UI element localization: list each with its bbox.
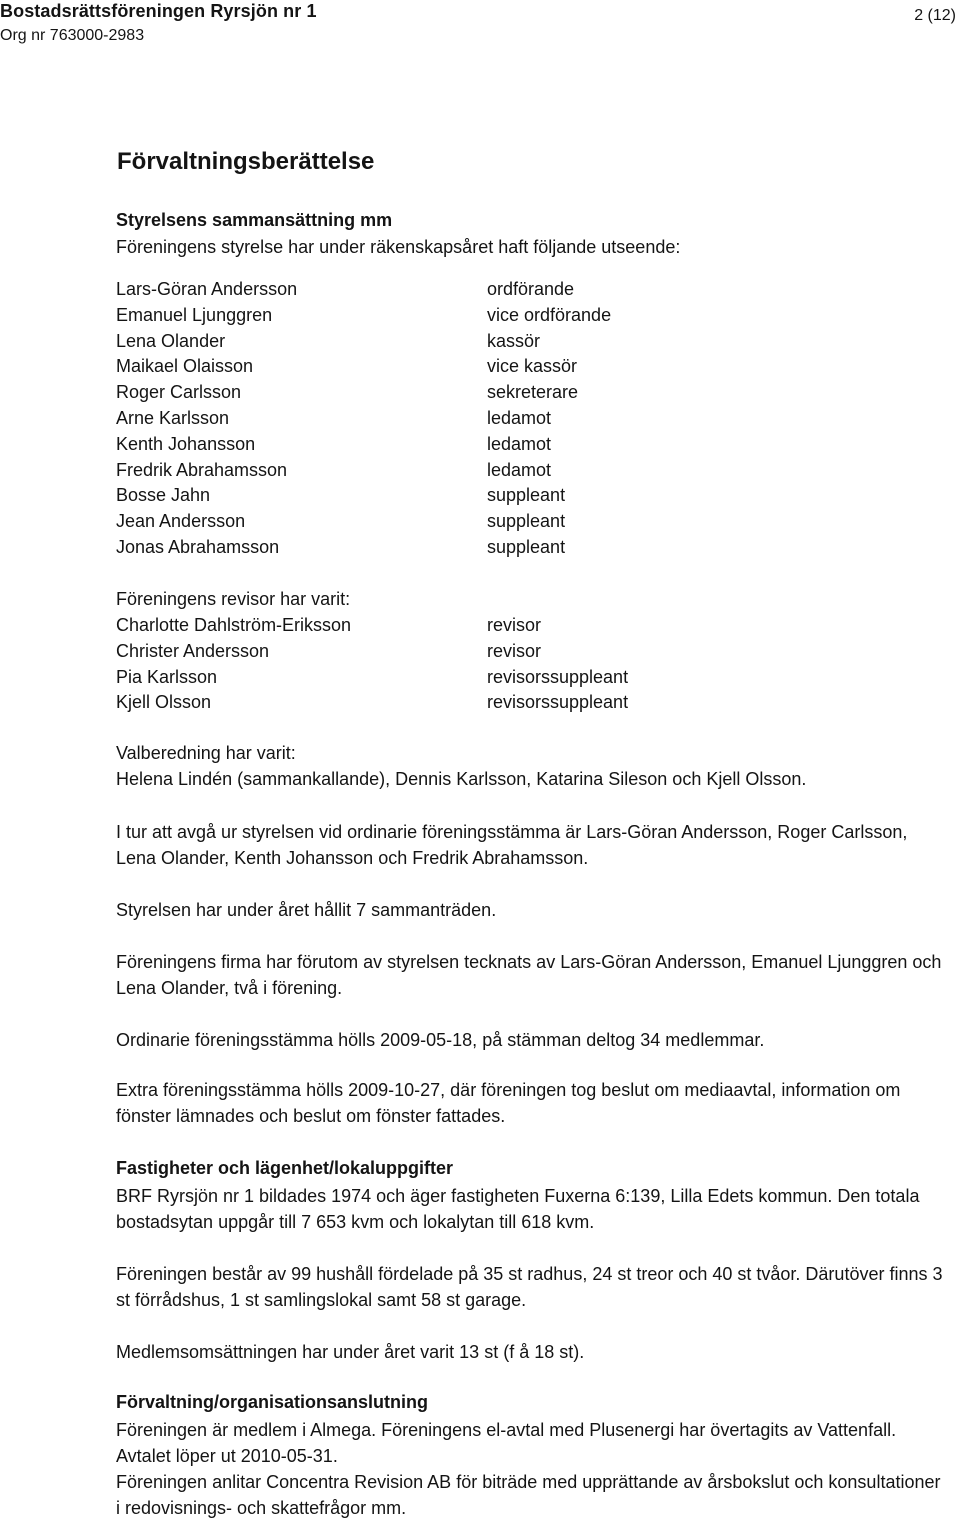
member-role: ledamot [487, 433, 552, 454]
auditor-name: Christer Andersson [116, 640, 270, 661]
property-paragraph-2: Föreningen består av 99 hushåll fördelade på 35 st radhus, 24 st treor och 40 st tvåor. Därutöver finns 3 st förrådshus, 1 st samlingslokal samt 58 st garage. [116, 1264, 943, 1310]
board-member-row [116, 381, 946, 407]
board-member-row [116, 278, 946, 304]
auditor-name: Pia Karlsson [116, 666, 218, 687]
board-member-row [116, 433, 946, 459]
auditor-row [116, 640, 946, 666]
member-name: Maikael Olaisson [116, 356, 254, 377]
board-member-row [116, 304, 946, 330]
board-intro: Föreningens styrelse har under räkenskapsåret haft följande utseende: [116, 237, 681, 257]
nomination-heading: Valberedning har varit: [116, 743, 296, 763]
member-role: ordförande [487, 279, 575, 299]
signatories-paragraph: Föreningens firma har förutom av styrelsen tecknats av Lars-Göran Andersson, Emanuel Ljunggren och Lena Olander, två i förening. [116, 952, 942, 998]
auditor-row [116, 666, 946, 692]
board-member-row [116, 407, 946, 433]
member-role: suppleant [487, 536, 566, 557]
member-role: suppleant [487, 511, 566, 532]
board-members-list [116, 278, 946, 562]
member-name: Lars-Göran Andersson [116, 279, 298, 299]
annual-meeting-paragraph: Ordinarie föreningsstämma hölls 2009-05-18, på stämman deltog 34 medlemmar. [116, 1030, 765, 1050]
board-member-row [116, 484, 946, 510]
board-member-row [116, 459, 946, 485]
board-member-row [116, 536, 946, 562]
organisation-paragraph-2: Föreningen anlitar Concentra Revision AB för biträde med upprättande av årsbokslut och konsultationer i redovisnings- och skattefrågor mm. [116, 1472, 941, 1518]
member-role: suppleant [487, 485, 566, 506]
member-role: vice kassör [487, 356, 578, 377]
member-name: Jean Andersson [116, 511, 246, 532]
member-role: ledamot [487, 459, 552, 480]
property-heading: Fastigheter och lägenhet/lokaluppgifter [116, 1158, 454, 1178]
member-role: sekreterare [487, 382, 579, 403]
retiring-members-paragraph: I tur att avgå ur styrelsen vid ordinarie föreningsstämma är Lars-Göran Andersson, Roger Carlsson, Lena Olander, Kenth Johansson och Fredrik Abrahamsson. [116, 822, 908, 868]
auditors-heading: Föreningens revisor har varit: [116, 589, 351, 609]
board-member-row [116, 330, 946, 356]
auditor-row [116, 614, 946, 640]
organization-name: Bostadsrättsföreningen Ryrsjön nr 1 [0, 1, 317, 21]
member-role: kassör [487, 330, 541, 351]
member-name: Jonas Abrahamsson [116, 536, 280, 557]
auditor-name: Kjell Olsson [116, 692, 212, 713]
organisation-heading: Förvaltning/organisationsanslutning [116, 1392, 429, 1412]
auditor-role: revisorssuppleant [487, 692, 629, 713]
organisation-paragraph-1: Föreningen är medlem i Almega. Föreningens el-avtal med Plusenergi har övertagits av Vattenfall. Avtalet löper ut 2010-05-31. [116, 1420, 897, 1466]
board-heading: Styrelsens sammansättning mm [116, 210, 393, 230]
auditor-role: revisor [487, 615, 542, 635]
property-paragraph-3: Medlemsomsättningen har under året varit 13 st (f å 18 st). [116, 1342, 585, 1362]
member-name: Kenth Johansson [116, 433, 256, 454]
member-name: Fredrik Abrahamsson [116, 459, 288, 480]
member-name: Arne Karlsson [116, 407, 230, 428]
member-name: Bosse Jahn [116, 485, 211, 506]
member-name: Emanuel Ljunggren [116, 304, 273, 325]
member-role: vice ordförande [487, 304, 612, 325]
nomination-committee: Helena Lindén (sammankallande), Dennis Karlsson, Katarina Sileson och Kjell Olsson. [116, 769, 807, 789]
board-member-row [116, 355, 946, 381]
member-name: Roger Carlsson [116, 382, 242, 403]
property-paragraph-1: BRF Ryrsjön nr 1 bildades 1974 och äger fastigheten Fuxerna 6:139, Lilla Edets kommun. Den totala bostadsytan uppgår till 7 653 kvm och lokalytan till 618 kvm. [116, 1186, 920, 1232]
board-member-row [116, 510, 946, 536]
meetings-paragraph: Styrelsen har under året hållit 7 sammanträden. [116, 900, 497, 920]
document-title: Förvaltningsberättelse [117, 148, 375, 175]
member-role: ledamot [487, 407, 552, 428]
page-number: 2 (12) [914, 7, 956, 24]
organization-number: Org nr 763000-2983 [0, 27, 145, 44]
auditors-list [116, 614, 946, 717]
extra-meeting-paragraph: Extra föreningsstämma hölls 2009-10-27, där föreningen tog beslut om mediaavtal, information om fönster lämnades och beslut om fönster fattades. [116, 1080, 901, 1126]
auditor-role: revisorssuppleant [487, 666, 629, 687]
member-name: Lena Olander [116, 330, 226, 351]
auditor-row [116, 691, 946, 717]
auditor-role: revisor [487, 640, 542, 661]
page-header [0, 0, 960, 50]
auditor-name: Charlotte Dahlström-Eriksson [116, 615, 352, 635]
